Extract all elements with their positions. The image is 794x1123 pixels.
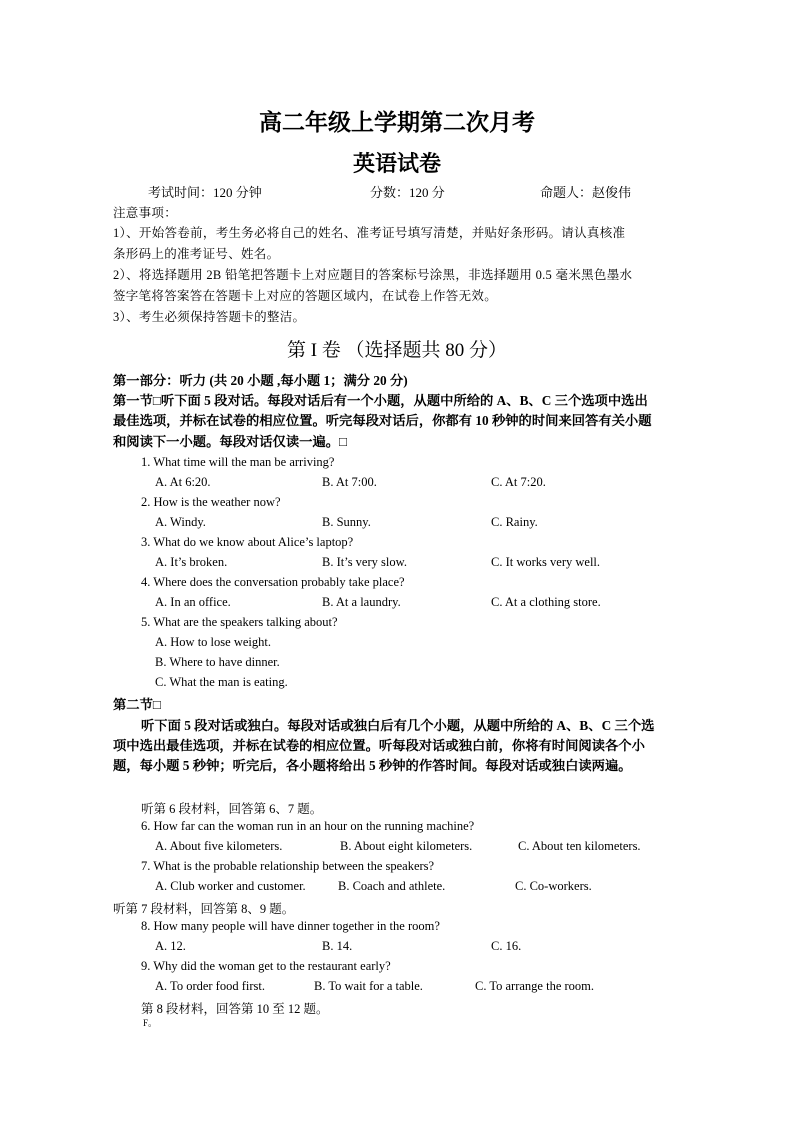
question-5-option-a: A. How to lose weight. (155, 635, 271, 649)
material-6-label: 听第 6 段材料，回答第 6、7 题。 (141, 802, 323, 816)
note-1-line-1: 1）、开始答卷前，考生务必将自己的姓名、准考证号填写清楚，并贴好条形码。请认真核准 (113, 226, 626, 240)
question-6-option-a: A. About five kilometers. (155, 839, 283, 853)
section1-instructions-2: 最佳选项，并标在试卷的相应位置。听完每段对话后，你都有 10 秒钟的时间来回答有关小题 (113, 413, 652, 428)
note-3: 3）、考生必须保持答题卡的整洁。 (113, 310, 306, 324)
question-2-option-b: B. Sunny. (322, 515, 371, 529)
question-9-option-c: C. To arrange the room. (475, 979, 595, 993)
exam-time: 考试时间：120 分钟 (148, 185, 262, 200)
question-7-option-b: B. Coach and athlete. (338, 879, 446, 893)
section1-instructions-3: 和阅读下一小题。每段对话仅读一遍。□ (113, 434, 348, 449)
question-3-option-b: B. It’s very slow. (322, 555, 407, 569)
note-2-line-1: 2）、将选择题用 2B 铅笔把答题卡上对应题目的答案标号涂黑，非选择题用 0.5 毫米黑色墨水 (113, 268, 633, 282)
material-7-label: 听第 7 段材料，回答第 8、9 题。 (113, 902, 295, 916)
material-8-label: 第 8 段材料，回答第 10 至 12 题。 (141, 1002, 329, 1016)
question-1-option-a: A. At 6:20. (155, 475, 211, 489)
exam-title: 高二年级上学期第二次月考 (259, 110, 535, 135)
question-8-option-a: A. 12. (155, 939, 186, 953)
question-2-option-c: C. Rainy. (491, 515, 538, 529)
question-6-option-c: C. About ten kilometers. (518, 839, 641, 853)
notes-heading: 注意事项： (113, 206, 178, 220)
question-4-option-b: B. At a laundry. (322, 595, 401, 609)
question-1-stem: 1. What time will the man be arriving? (141, 455, 335, 469)
section2-instructions-2: 项中选出最佳选项，并标在试卷的相应位置。听每段对话或独白前，你将有时间阅读各个小 (113, 738, 645, 753)
question-4-stem: 4. Where does the conversation probably take place? (141, 575, 405, 589)
part1-heading: 第一部分：听力 (共 20 小题 ,每小题 1；满分 20 分) (113, 373, 408, 388)
question-3-option-a: A. It’s broken. (155, 555, 228, 569)
question-1-option-b: B. At 7:00. (322, 475, 377, 489)
question-7-option-a: A. Club worker and customer. (155, 879, 306, 893)
question-3-option-c: C. It works very well. (491, 555, 601, 569)
question-8-option-c: C. 16. (491, 939, 522, 953)
question-3-stem: 3. What do we know about Alice’s laptop? (141, 535, 354, 549)
section1-instructions-1: 第一节□听下面 5 段对话。每段对话后有一个小题，从题中所给的 A、B、C 三个选项中选出 (113, 393, 648, 408)
question-8-stem: 8. How many people will have dinner together in the room? (141, 919, 440, 933)
question-5-option-c: C. What the man is eating. (155, 675, 288, 689)
question-2-stem: 2. How is the weather now? (141, 495, 281, 509)
question-5-stem: 5. What are the speakers talking about? (141, 615, 338, 629)
question-7-option-c: C. Co-workers. (515, 879, 592, 893)
section2-instructions-1: 听下面 5 段对话或独白。每段对话或独白后有几个小题，从题中所给的 A、B、C 三个选 (141, 718, 655, 733)
exam-author: 命题人：赵俊伟 (540, 185, 632, 200)
question-5-option-b: B. Where to have dinner. (155, 655, 280, 669)
volume-title: 第 I 卷 （选择题共 80 分） (286, 340, 508, 361)
question-7-stem: 7. What is the probable relationship between the speakers? (141, 859, 435, 873)
question-1-option-c: C. At 7:20. (491, 475, 546, 489)
question-6-option-b: B. About eight kilometers. (340, 839, 473, 853)
question-9-option-b: B. To wait for a table. (314, 979, 423, 993)
question-4-option-c: C. At a clothing store. (491, 595, 601, 609)
note-2-line-2: 签字笔将答案答在答题卡上对应的答题区域内，在试卷上作答无效。 (113, 289, 498, 303)
question-2-option-a: A. Windy. (155, 515, 206, 529)
question-8-option-b: B. 14. (322, 939, 353, 953)
stray-mark: F。 (143, 1018, 158, 1028)
section2-heading: 第二节□ (113, 697, 161, 712)
question-6-stem: 6. How far can the woman run in an hour on the running machine? (141, 819, 475, 833)
exam-subject: 英语试卷 (352, 151, 441, 176)
question-4-option-a: A. In an office. (155, 595, 231, 609)
section2-instructions-3: 题，每小题 5 秒钟；听完后，各小题将给出 5 秒钟的作答时间。每段对话或独白读两遍。 (113, 758, 632, 773)
note-1-line-2: 条形码上的准考证号、姓名。 (113, 247, 280, 261)
question-9-stem: 9. Why did the woman get to the restaurant early? (141, 959, 391, 973)
exam-score: 分数：120 分 (370, 185, 445, 200)
question-9-option-a: A. To order food first. (155, 979, 265, 993)
